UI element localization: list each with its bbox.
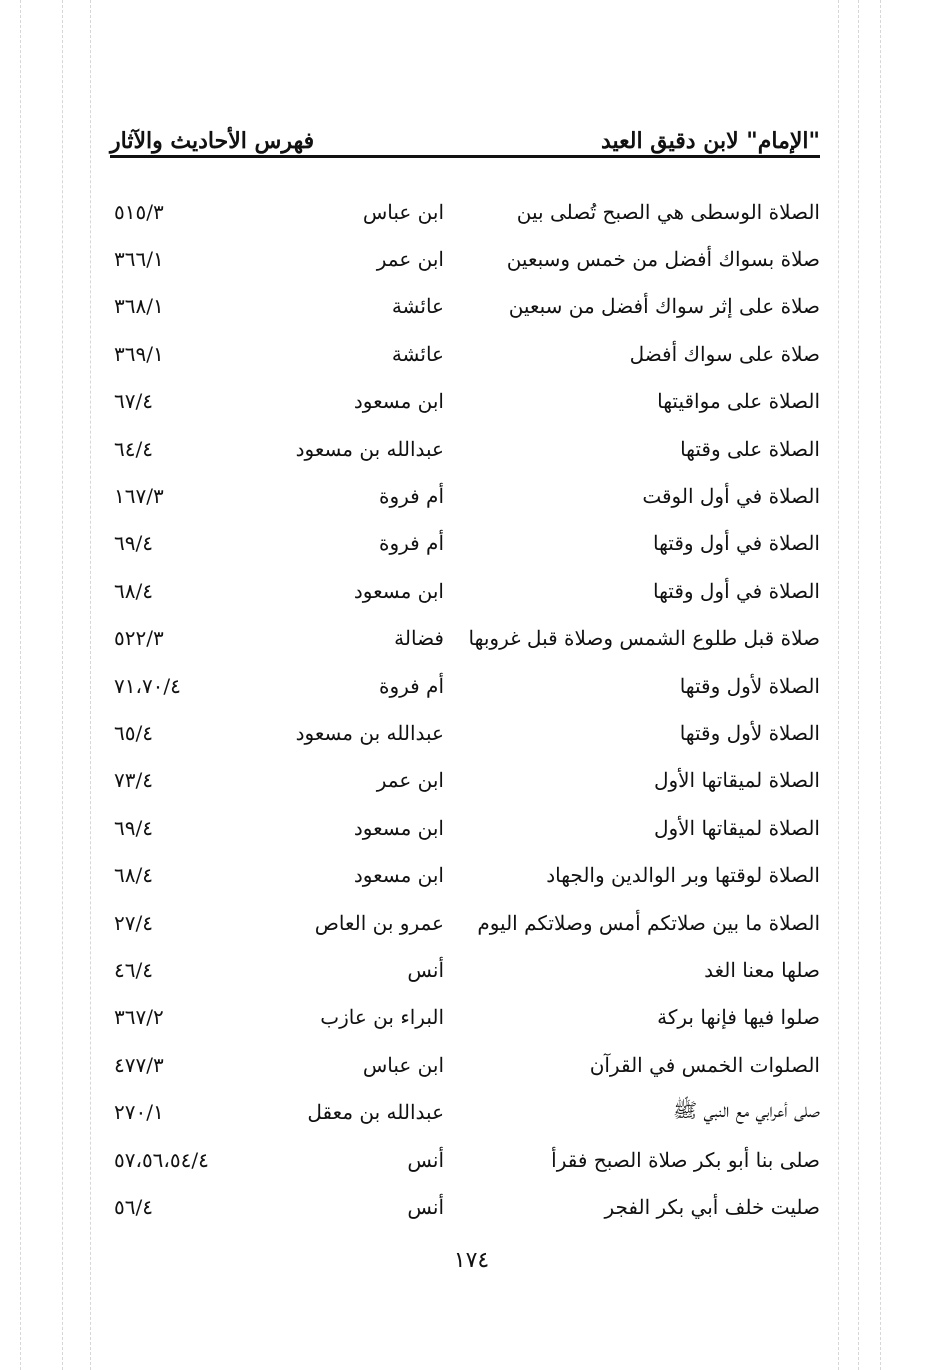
index-row	[110, 709, 820, 756]
hadith-text: الصلاة لميقاتها الأول	[653, 768, 820, 793]
index-row	[110, 567, 820, 614]
volume-page-ref: ٥١٥/٣	[114, 199, 164, 224]
scan-guide-line	[90, 0, 91, 1370]
hadith-text: صلاة على سواك أفضل	[629, 341, 820, 366]
index-row	[110, 662, 820, 709]
hadith-text: الصلاة على وقتها	[680, 436, 820, 461]
scan-guide-line	[20, 0, 21, 1370]
index-row	[110, 472, 820, 519]
volume-page-ref: ٦٧/٤	[114, 389, 153, 414]
hadith-index-list	[110, 188, 820, 1231]
narrator-name: ابن عباس	[362, 199, 444, 224]
narrator-name: ابن مسعود	[353, 389, 444, 414]
hadith-text: الصلاة في أول وقتها	[652, 578, 820, 603]
hadith-text: الصلاة على مواقيتها	[657, 389, 820, 414]
narrator-name: أم فروة	[378, 531, 444, 556]
index-row	[110, 188, 820, 235]
volume-page-ref: ٢٧٠/١	[114, 1100, 164, 1125]
volume-page-ref: ٥٦/٤	[114, 1194, 153, 1219]
narrator-name: ابن مسعود	[353, 578, 444, 603]
volume-page-ref: ١٦٧/٣	[114, 484, 164, 509]
index-row	[110, 994, 820, 1041]
hadith-text: الصلاة ما بين صلاتكم أمس وصلاتكم اليوم	[477, 910, 820, 935]
volume-page-ref: ٧١،٧٠/٤	[114, 673, 181, 698]
scan-guide-line	[838, 0, 839, 1370]
hadith-text: الصلاة لوقتها وبر الوالدين والجهاد	[546, 863, 820, 888]
hadith-text: الصلاة الوسطى هي الصبح تُصلى بين	[516, 199, 820, 224]
narrator-name: أنس	[407, 1147, 444, 1172]
index-row	[110, 946, 820, 993]
index-row	[110, 1183, 820, 1230]
book-title: "الإمام" لابن دقيق العيد	[600, 128, 820, 154]
narrator-name: عبدالله بن مسعود	[295, 436, 444, 461]
narrator-name: عائشة	[391, 294, 444, 319]
narrator-name: أم فروة	[378, 673, 444, 698]
hadith-text: صلاة بسواك أفضل من خمس وسبعين	[506, 247, 820, 272]
hadith-text: صلوا فيها فإنها بركة	[657, 1005, 820, 1030]
scan-guide-line	[880, 0, 881, 1370]
volume-page-ref: ٣٦٦/١	[114, 247, 164, 272]
volume-page-ref: ٤٦/٤	[114, 957, 153, 982]
narrator-name: ابن مسعود	[353, 815, 444, 840]
hadith-text: الصلاة في أول وقتها	[652, 531, 820, 556]
index-row	[110, 378, 820, 425]
hadith-text: صلها معنا الغد	[704, 957, 820, 982]
index-row	[110, 1041, 820, 1088]
narrator-name: أنس	[407, 957, 444, 982]
narrator-name: ابن مسعود	[353, 863, 444, 888]
volume-page-ref: ٢٧/٤	[114, 910, 153, 935]
index-row	[110, 851, 820, 898]
hadith-text: الصلاة لميقاتها الأول	[653, 815, 820, 840]
index-row	[110, 520, 820, 567]
index-title: فهرس الأحاديث والآثار	[110, 128, 315, 154]
index-row	[110, 330, 820, 377]
hadith-text: الصلاة في أول الوقت	[642, 484, 820, 509]
volume-page-ref: ٦٩/٤	[114, 815, 153, 840]
volume-page-ref: ٥٢٢/٣	[114, 626, 164, 651]
index-row	[110, 1088, 820, 1135]
hadith-text: صلاة على إثر سواك أفضل من سبعين	[508, 294, 820, 319]
scan-guide-line	[858, 0, 859, 1370]
volume-page-ref: ٧٣/٤	[114, 768, 153, 793]
index-row	[110, 1136, 820, 1183]
narrator-name: عبدالله بن مسعود	[295, 720, 444, 745]
narrator-name: عمرو بن العاص	[314, 910, 444, 935]
hadith-text: الصلاة لأول وقتها	[679, 720, 820, 745]
hadith-text: صلاة قبل طلوع الشمس وصلاة قبل غروبها	[468, 626, 820, 651]
narrator-name: أنس	[407, 1194, 444, 1219]
narrator-name: عبدالله بن معقل	[307, 1100, 444, 1125]
volume-page-ref: ٦٨/٤	[114, 578, 153, 603]
index-row	[110, 804, 820, 851]
narrator-name: ابن عباس	[362, 1052, 444, 1077]
index-row	[110, 425, 820, 472]
index-row	[110, 899, 820, 946]
running-header	[110, 118, 820, 154]
narrator-name: ابن عمر	[376, 247, 444, 272]
hadith-text: صليت خلف أبي بكر الفجر	[604, 1194, 820, 1219]
hadith-text: صلى بنا أبو بكر صلاة الصبح فقرأ	[551, 1147, 820, 1172]
volume-page-ref: ٤٧٧/٣	[114, 1052, 164, 1077]
index-row	[110, 757, 820, 804]
narrator-name: أم فروة	[378, 484, 444, 509]
volume-page-ref: ٥٧،٥٦،٥٤/٤	[114, 1147, 209, 1172]
volume-page-ref: ٦٨/٤	[114, 863, 153, 888]
index-row	[110, 615, 820, 662]
index-row	[110, 283, 820, 330]
volume-page-ref: ٣٦٨/١	[114, 294, 164, 319]
narrator-name: عائشة	[391, 341, 444, 366]
volume-page-ref: ٦٤/٤	[114, 436, 153, 461]
scan-guide-line	[62, 0, 63, 1370]
volume-page-ref: ٣٦٧/٢	[114, 1005, 164, 1030]
volume-page-ref: ٦٩/٤	[114, 531, 153, 556]
hadith-text: الصلوات الخمس في القرآن	[589, 1052, 820, 1077]
narrator-name: فضالة	[394, 626, 444, 651]
header-rule	[110, 155, 820, 158]
volume-page-ref: ٣٦٩/١	[114, 341, 164, 366]
narrator-name: البراء بن عازب	[320, 1005, 444, 1030]
hadith-text: الصلاة لأول وقتها	[679, 673, 820, 698]
volume-page-ref: ٦٥/٤	[114, 720, 153, 745]
index-row	[110, 235, 820, 282]
page-number: ١٧٤	[453, 1248, 490, 1273]
hadith-text: صلى أعرابي مع النبي ﷺ	[673, 1097, 820, 1122]
narrator-name: ابن عمر	[376, 768, 444, 793]
